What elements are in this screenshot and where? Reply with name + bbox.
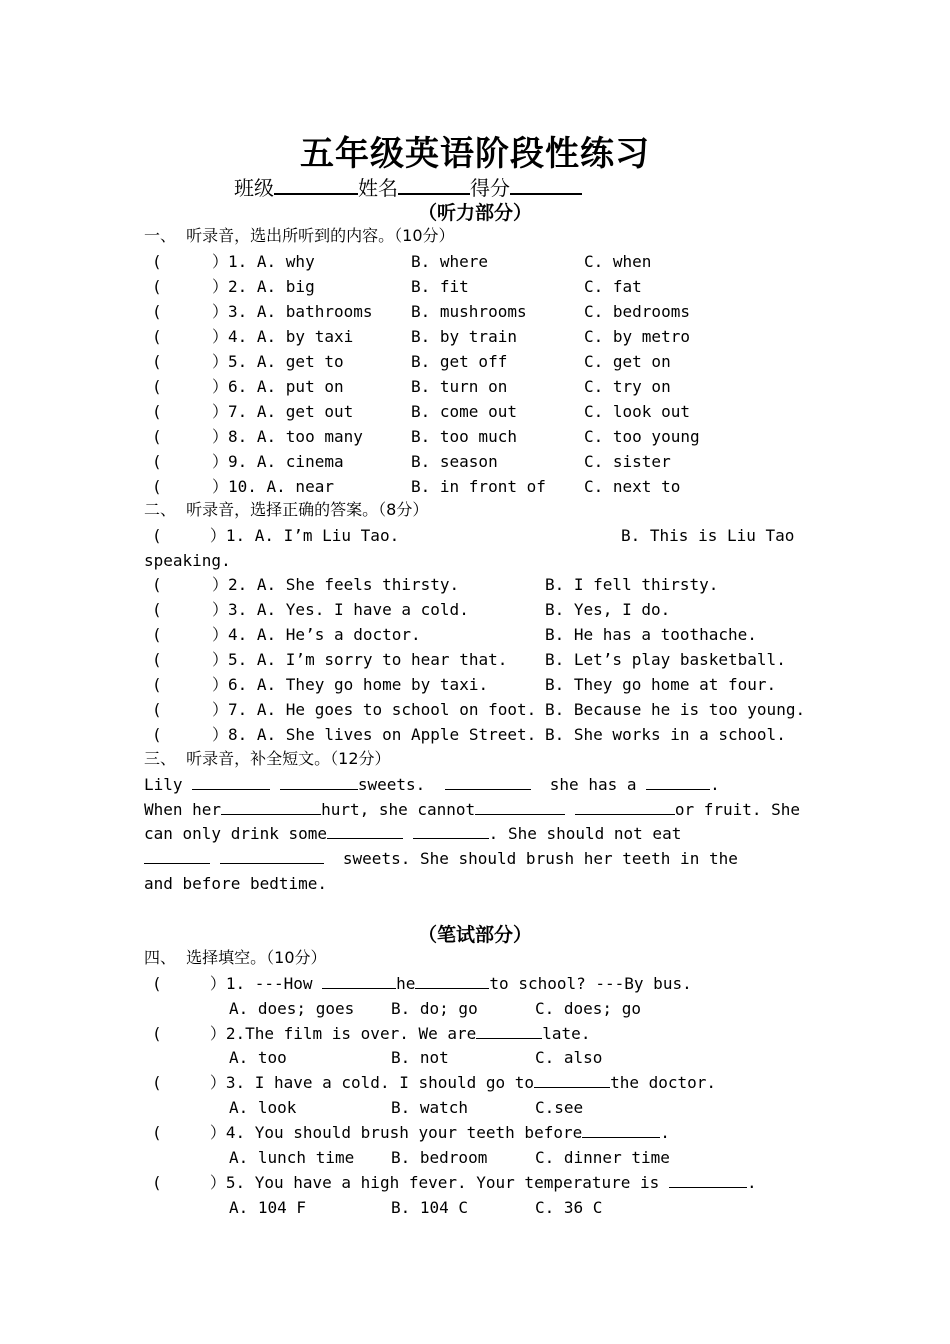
class-blank[interactable] xyxy=(274,175,358,195)
passage-blank[interactable] xyxy=(192,775,270,790)
answer-blank[interactable] xyxy=(476,1024,542,1039)
question-2: ( ）2.The film is over. We are late. xyxy=(152,1024,591,1043)
item-option-b: B. Let’s play basketball. xyxy=(545,650,786,669)
item-option-b: B. He has a toothache. xyxy=(545,625,757,644)
class-label: 班级 xyxy=(234,176,274,200)
item-option-b: B. They go home at four. xyxy=(545,675,777,694)
item-option-a: ）4. A. He’s a doctor. xyxy=(212,625,421,644)
passage-blank[interactable] xyxy=(413,824,489,839)
item-option-c: C. next to xyxy=(584,477,681,496)
listening-header: （听力部分） xyxy=(417,202,532,224)
answer-blank[interactable] xyxy=(415,974,489,989)
passage-blank[interactable] xyxy=(475,800,565,815)
item-option-b: B. Yes, I do. xyxy=(545,600,671,619)
item-option-c: C. try on xyxy=(584,377,671,396)
passage-blank[interactable] xyxy=(220,849,324,864)
passage-blank[interactable] xyxy=(445,775,531,790)
item-option-b: B. Because he is too young. xyxy=(545,700,806,719)
item-option-b: B. where xyxy=(411,252,489,271)
item-option-a: ）5. A. I’m sorry to hear that. xyxy=(212,650,508,669)
answer-option: C.see xyxy=(535,1098,584,1117)
item-option-a: ）3. A. bathrooms xyxy=(212,302,373,321)
question-4: ( ）4. You should brush your teeth before . xyxy=(152,1123,670,1142)
paren-blank: ( xyxy=(152,625,162,644)
paren-blank: ( xyxy=(152,327,162,346)
question-1: ( ）1. ---How he to school? ---By bus. xyxy=(152,974,692,993)
answer-option: C. 36 C xyxy=(535,1198,603,1217)
paren-blank: ( xyxy=(152,402,162,421)
item-option-a: ）2. A. big xyxy=(212,277,315,296)
item-option-c: C. too young xyxy=(584,427,700,446)
item-option-b: B. get off xyxy=(411,352,508,371)
question-3: ( ）3. I have a cold. I should go to the doctor. xyxy=(152,1073,717,1092)
answer-option: A. lunch time xyxy=(229,1148,355,1167)
item-option-a: ）7. A. He goes to school on foot. xyxy=(212,700,537,719)
passage-blank[interactable] xyxy=(327,824,403,839)
section-2-item-1-cont: speaking. xyxy=(144,551,231,570)
paren-blank: ( xyxy=(152,477,162,496)
paren-blank: ( xyxy=(152,575,162,594)
item-option-b: B. come out xyxy=(411,402,517,421)
answer-blank[interactable] xyxy=(322,974,396,989)
section-2-item-1: ( ）1. A. I’m Liu Tao. xyxy=(152,526,400,545)
answer-option: B. 104 C xyxy=(391,1198,469,1217)
answer-option: C. does; go xyxy=(535,999,641,1018)
answer-option: B. bedroom xyxy=(391,1148,488,1167)
passage-blank[interactable] xyxy=(221,800,321,815)
paren-blank: ( xyxy=(152,302,162,321)
item-option-c: C. look out xyxy=(584,402,690,421)
item-option-a: ）6. A. They go home by taxi. xyxy=(212,675,489,694)
answer-option: A. 104 F xyxy=(229,1198,307,1217)
item-option-a: ）3. A. Yes. I have a cold. xyxy=(212,600,469,619)
item-option-a: ）8. A. She lives on Apple Street. xyxy=(212,725,537,744)
paren-blank: ( xyxy=(152,725,162,744)
item-option-b: B. She works in a school. xyxy=(545,725,786,744)
passage-line-3: can only drink some . She should not eat xyxy=(144,824,682,843)
answer-option: A. look xyxy=(229,1098,297,1117)
section-3-title: 三、 听录音，补全短文。（12分） xyxy=(144,749,391,768)
answer-option: C. also xyxy=(535,1048,603,1067)
writing-header: （笔试部分） xyxy=(417,924,532,946)
score-blank[interactable] xyxy=(510,175,582,195)
answer-blank[interactable] xyxy=(582,1123,660,1138)
item-option-c: C. when xyxy=(584,252,652,271)
item-option-b: B. by train xyxy=(411,327,517,346)
passage-line-1: Lily sweets. she has a . xyxy=(144,775,720,794)
paren-blank: ( xyxy=(152,452,162,471)
answer-blank[interactable] xyxy=(534,1073,610,1088)
item-option-a: ）6. A. put on xyxy=(212,377,344,396)
item-option-a: ）10. A. near xyxy=(212,477,334,496)
item-option-b: B. too much xyxy=(411,427,517,446)
answer-blank[interactable] xyxy=(669,1173,747,1188)
paren-blank: ( xyxy=(152,600,162,619)
paren-blank: ( xyxy=(152,352,162,371)
paren-blank: ( xyxy=(152,377,162,396)
passage-blank[interactable] xyxy=(144,849,210,864)
item-option-a: ）7. A. get out xyxy=(212,402,354,421)
passage-blank[interactable] xyxy=(280,775,358,790)
item-option-a: ）2. A. She feels thirsty. xyxy=(212,575,460,594)
passage-blank[interactable] xyxy=(646,775,710,790)
score-label: 得分 xyxy=(470,176,510,200)
passage-line-5: and before bedtime. xyxy=(144,874,328,893)
paren-blank: ( xyxy=(152,427,162,446)
item-option-c: C. bedrooms xyxy=(584,302,690,321)
paren-blank: ( xyxy=(152,675,162,694)
answer-option: A. does; goes xyxy=(229,999,355,1018)
paren-blank: ( xyxy=(152,700,162,719)
item-option-b: B. fit xyxy=(411,277,469,296)
page-title: 五年级英语阶段性练习 xyxy=(300,134,650,174)
item-option-c: C. sister xyxy=(584,452,671,471)
paren-blank: ( xyxy=(152,650,162,669)
answer-option: B. do; go xyxy=(391,999,478,1018)
passage-blank[interactable] xyxy=(575,800,675,815)
answer-option: C. dinner time xyxy=(535,1148,670,1167)
item-option-b: B. in front of xyxy=(411,477,546,496)
item-option-c: C. fat xyxy=(584,277,642,296)
question-5: ( ）5. You have a high fever. Your temperature is . xyxy=(152,1173,757,1192)
item-option-a: ）8. A. too many xyxy=(212,427,363,446)
item-option-b: B. mushrooms xyxy=(411,302,527,321)
item-option-a: ）1. A. why xyxy=(212,252,315,271)
item-option-b: B. I fell thirsty. xyxy=(545,575,719,594)
answer-option: B. watch xyxy=(391,1098,469,1117)
item-option-a: ）5. A. get to xyxy=(212,352,344,371)
item-option-b: B. turn on xyxy=(411,377,508,396)
name-label: 姓名 xyxy=(358,176,398,200)
passage-line-4: sweets. She should brush her teeth in the xyxy=(144,849,738,869)
item-option-a: ）4. A. by taxi xyxy=(212,327,354,346)
section-4-title: 四、 选择填空。（10分） xyxy=(144,948,327,967)
item-option-c: C. get on xyxy=(584,352,671,371)
student-info-line xyxy=(234,172,582,201)
paren-blank: ( xyxy=(152,277,162,296)
answer-option: B. not xyxy=(391,1048,449,1067)
passage-line-2: When her hurt, she cannot or fruit. She xyxy=(144,800,801,819)
item-option-a: ）9. A. cinema xyxy=(212,452,344,471)
item-option-c: C. by metro xyxy=(584,327,690,346)
section-2-item-1-b: B. This is Liu Tao xyxy=(621,526,795,545)
name-blank[interactable] xyxy=(398,175,470,195)
section-2-title: 二、 听录音，选择正确的答案。（8分） xyxy=(144,500,429,519)
paren-blank: ( xyxy=(152,252,162,271)
section-1-title: 一、 听录音，选出所听到的内容。（10分） xyxy=(144,226,455,245)
answer-option: A. too xyxy=(229,1048,287,1067)
item-option-b: B. season xyxy=(411,452,498,471)
